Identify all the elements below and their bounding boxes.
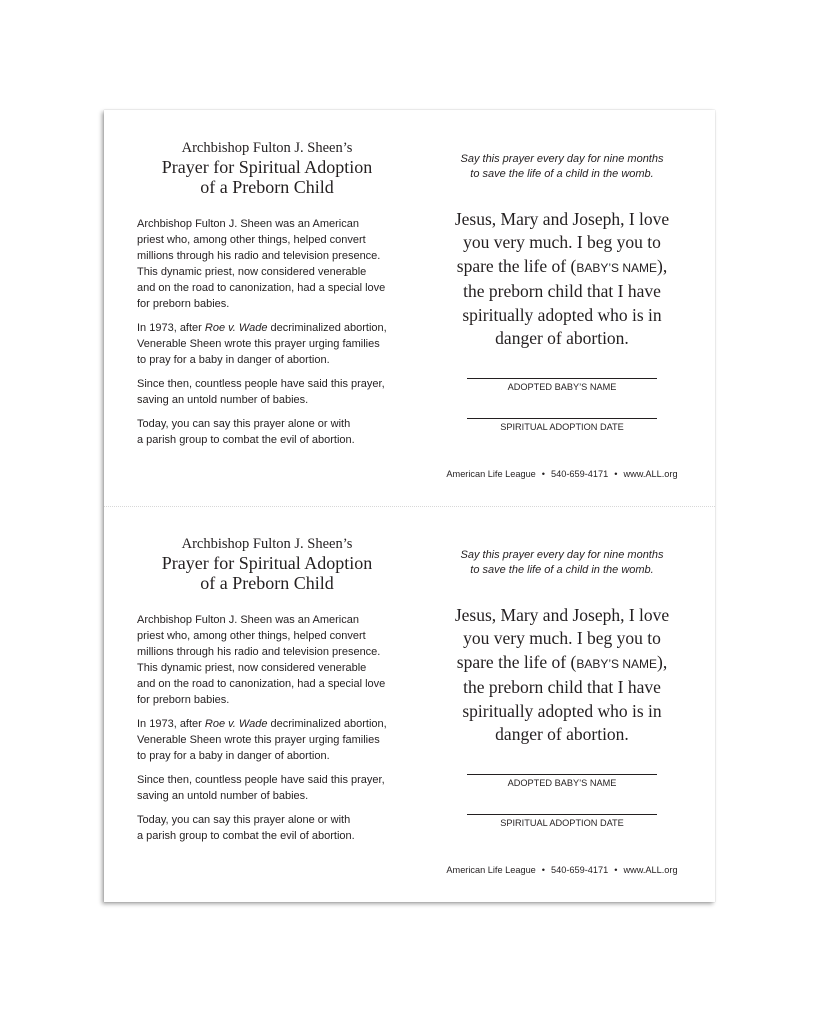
baby-name-placeholder: BABY’S NAME [576,260,658,275]
adoption-date-blank-line [467,814,657,815]
card-title-line-1: Prayer for Spiritual Adoption [161,553,373,573]
footer-phone: 540-659-4171 [551,865,609,875]
bullet-separator: • [614,469,618,479]
footer-phone: 540-659-4171 [551,469,609,479]
prayer-line-4: the preborn child that I have [463,281,661,302]
footer-org: American Life League [446,469,536,479]
para2-text-end: decriminalized abortion, Venerable Sheen wrote this prayer urging families to pray for a baby in danger of abortion. [137,322,387,366]
bullet-separator: • [541,865,546,875]
para2-text-start: In 1973, after [137,718,205,730]
prayer-line-1: Jesus, Mary and Joseph, I love [454,209,670,229]
footer-org: American Life League [446,865,536,875]
card-footer [437,468,687,480]
card-title-line-2: of a Preborn Child [200,177,334,197]
case-name: Roe v. Wade [204,718,268,730]
footer-website: www.ALL.org [623,469,678,479]
card-title-line-1: Prayer for Spiritual Adoption [161,157,373,177]
prayer-line-5: spiritually adopted who is in [462,700,662,721]
prayer-line-3-end: ), [657,255,668,276]
prayer-card-sheet [104,110,715,902]
instruction-line-1: Say this prayer every day for nine months [460,153,664,165]
prayer-text [437,208,687,350]
footer-website: www.ALL.org [623,865,678,875]
prayer-line-3-start: spare the life of ( [456,651,577,672]
instruction-line-1: Say this prayer every day for nine months [460,549,664,561]
baby-name-placeholder: BABY’S NAME [576,656,658,671]
para2-text-end: decriminalized abortion, Venerable Sheen wrote this prayer urging families to pray for a baby in danger of abortion. [137,718,387,762]
para4-line-1: Today, you can say this prayer alone or with [137,814,351,826]
prayer-line-6: danger of abortion. [495,724,629,745]
description-paragraph-3: Since then, countless people have said this prayer, saving an untold number of babies. [137,774,385,802]
description-paragraph-1: Archbishop Fulton J. Sheen was an American priest who, among other things, helped convert millions through his radio and television presence. This dynamic priest, now considered venerable and on the road to canonization, had a special love for preborn babies. [137,218,386,310]
card-title [137,553,397,593]
prayer-line-1: Jesus, Mary and Joseph, I love [454,605,670,625]
baby-name-label: ADOPTED BABY’S NAME [507,778,617,788]
prayer-line-2: you very much. I beg you to [463,232,661,253]
description-paragraph-2 [137,320,387,368]
prayer-line-4: the preborn child that I have [463,677,661,698]
para4-line-1: Today, you can say this prayer alone or with [137,418,351,430]
bullet-separator: • [614,865,618,875]
instruction-line-2: to save the life of a child in the womb. [470,168,654,180]
description-paragraph-1: Archbishop Fulton J. Sheen was an American priest who, among other things, helped convert millions through his radio and television presence. This dynamic priest, now considered venerable and on the road to canonization, had a special love for preborn babies. [137,614,386,706]
baby-name-blank-line [467,378,657,379]
prayer-line-2: you very much. I beg you to [463,628,661,649]
baby-name-blank-line [467,774,657,775]
para4-line-2: a parish group to combat the evil of abortion. [137,434,355,446]
description-paragraph-2 [137,716,387,764]
prayer-line-3-start: spare the life of ( [456,255,577,276]
adoption-date-blank-line [467,418,657,419]
adoption-date-label: SPIRITUAL ADOPTION DATE [500,818,624,828]
instruction-line-2: to save the life of a child in the womb. [470,564,654,576]
baby-name-label: ADOPTED BABY’S NAME [507,382,617,392]
prayer-card-bottom [104,506,715,902]
prayer-line-3 [457,256,667,276]
prayer-line-3 [457,652,667,672]
prayer-line-3-end: ), [657,651,668,672]
description-paragraph-3: Since then, countless people have said this prayer, saving an untold number of babies. [137,378,385,406]
description-paragraph-4 [137,812,387,844]
card-description [137,612,387,852]
card-title [137,157,397,197]
card-byline: Archbishop Fulton J. Sheen’s [181,140,353,156]
para2-text-start: In 1973, after [137,322,205,334]
prayer-instruction [437,152,687,182]
card-footer [437,864,687,876]
prayer-line-5: spiritually adopted who is in [462,304,662,325]
bullet-separator: • [541,469,546,479]
card-title-line-2: of a Preborn Child [200,573,334,593]
card-description [137,216,387,456]
card-byline: Archbishop Fulton J. Sheen’s [181,536,353,552]
case-name: Roe v. Wade [204,322,268,334]
para4-line-2: a parish group to combat the evil of abortion. [137,830,355,842]
prayer-text [437,604,687,746]
adoption-date-label: SPIRITUAL ADOPTION DATE [500,422,624,432]
prayer-instruction [437,548,687,578]
prayer-card-top [104,110,715,506]
prayer-line-6: danger of abortion. [495,328,629,349]
description-paragraph-4 [137,416,387,448]
